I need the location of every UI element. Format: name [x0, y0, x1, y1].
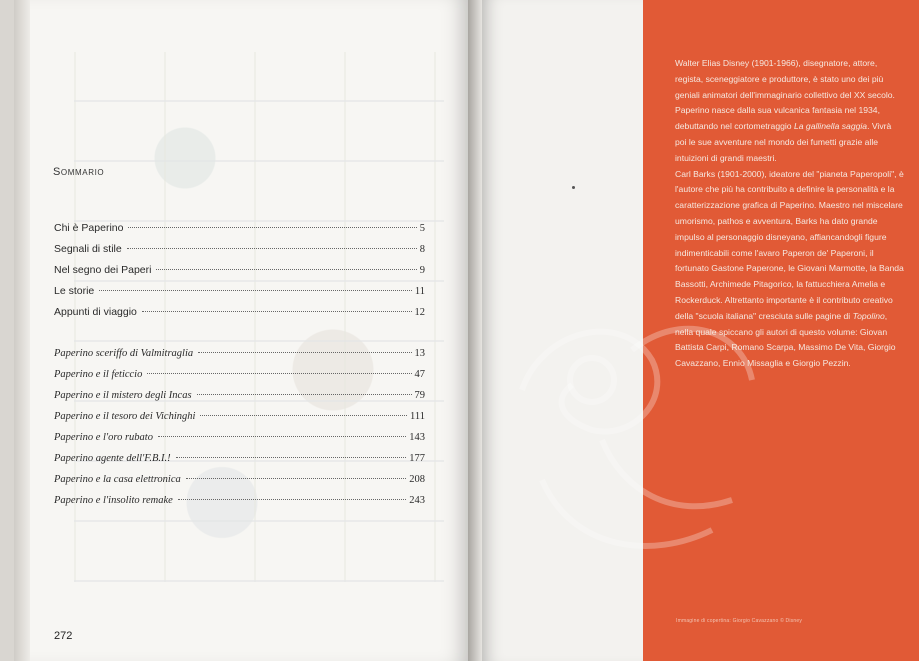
toc-story-entry — [54, 432, 425, 453]
toc-page: 143 — [409, 432, 425, 443]
leader-dots — [142, 311, 412, 312]
page-number: 272 — [54, 630, 73, 642]
leader-dots — [198, 352, 411, 353]
toc-page: 13 — [414, 348, 425, 359]
blurb-paragraph: Walter Elias Disney (1901-1966), disegnatore, attore, regista, sceneggiatore e produttore, è stato uno dei più geniali animatori dell'immaginario collettivo del XX secolo. Paperino nasce dalla sua vulcanica fantasia nel 1934, debuttando nel cortometraggio La gallinella saggia. Vivrà poi le sue avventure nel mondo dei fumetti grazie alle intuizioni di grandi maestri. — [675, 58, 895, 163]
left-page — [14, 0, 468, 661]
toc-story-title: Paperino e l'insolito remake — [54, 495, 173, 506]
toc-page: 208 — [409, 474, 425, 485]
toc-story-entry — [54, 453, 425, 474]
cover-blurb — [675, 56, 905, 372]
toc-story-title: Paperino agente dell'F.B.I.! — [54, 453, 171, 464]
toc-page: 11 — [414, 286, 425, 297]
leader-dots — [127, 248, 417, 249]
toc-entry — [54, 306, 425, 327]
toc-story-entry — [54, 348, 425, 369]
toc-entry — [54, 243, 425, 264]
leader-dots — [156, 269, 416, 270]
mark-dot — [572, 186, 575, 189]
toc-story-title: Paperino e la casa elettronica — [54, 474, 181, 485]
blurb-paragraph: Carl Barks (1901-2000), ideatore del "pianeta Paperopoli", è l'autore che più ha contribuito a definire la personalità e la caratterizzazione grafica di Paperino. Maestro nel miscelare umorismo, pathos e avventura, Barks ha dato grande impulso al personaggio disneyano, affiancandogli figure indimenticabili come l'avaro Paperon de' Paperoni, il fortunato Gastone Paperone, le Giovani Marmotte, la Banda Bassotti, Archimede Pitagorico, la fattucchiera Amelia e Rockerduck. Altrettanto importante è il contributo creativo della "scuola italiana" cresciuta sulle pagine di Topolino, nella quale spiccano gli autori di questo volume: Giovan Battista Carpi, Romano Scarpa, Massimo De Vita, Giorgio Cavazzano, Ennio Missaglia e Giorgio Pezzin. — [675, 168, 904, 369]
left-page-edge — [14, 0, 30, 661]
leader-dots — [176, 457, 407, 458]
toc-title: Le storie — [54, 285, 95, 297]
toc-title: Chi è Paperino — [54, 222, 124, 234]
toc-page: 9 — [419, 265, 425, 276]
toc-story-title: Paperino sceriffo di Valmitraglia — [54, 348, 194, 359]
table-of-contents — [54, 222, 425, 516]
toc-spacer — [54, 327, 425, 348]
leader-dots — [186, 478, 407, 479]
leader-dots — [128, 227, 416, 228]
toc-story-entry — [54, 369, 425, 390]
toc-page: 47 — [414, 369, 425, 380]
toc-page: 177 — [409, 453, 425, 464]
toc-story-entry — [54, 390, 425, 411]
leader-dots — [158, 436, 406, 437]
toc-story-entry — [54, 474, 425, 495]
toc-story-title: Paperino e il feticcio — [54, 369, 143, 380]
toc-heading: Sommario — [53, 166, 105, 178]
leader-dots — [197, 394, 412, 395]
cover-credit: Immagine di copertina: Giorgio Cavazzano © Disney — [676, 618, 803, 624]
toc-entry — [54, 285, 425, 306]
toc-entry — [54, 222, 425, 243]
toc-title: Nel segno dei Paperi — [54, 264, 152, 276]
inner-flap — [482, 0, 643, 661]
toc-story-title: Paperino e l'oro rubato — [54, 432, 153, 443]
leader-dots — [200, 415, 407, 416]
leader-dots — [99, 290, 412, 291]
toc-title: Segnali di stile — [54, 243, 122, 255]
leader-dots — [178, 499, 406, 500]
toc-story-entry — [54, 411, 425, 432]
toc-page: 5 — [419, 223, 425, 234]
toc-page: 243 — [409, 495, 425, 506]
toc-entry — [54, 264, 425, 285]
toc-page: 8 — [419, 244, 425, 255]
book-gutter — [468, 0, 482, 661]
toc-page: 79 — [414, 390, 425, 401]
toc-story-entry — [54, 495, 425, 516]
leader-dots — [147, 373, 411, 374]
toc-page: 12 — [414, 307, 425, 318]
toc-title: Appunti di viaggio — [54, 306, 137, 318]
toc-story-title: Paperino e il mistero degli Incas — [54, 390, 192, 401]
toc-page: 111 — [410, 411, 425, 422]
toc-story-title: Paperino e il tesoro dei Vichinghi — [54, 411, 196, 422]
